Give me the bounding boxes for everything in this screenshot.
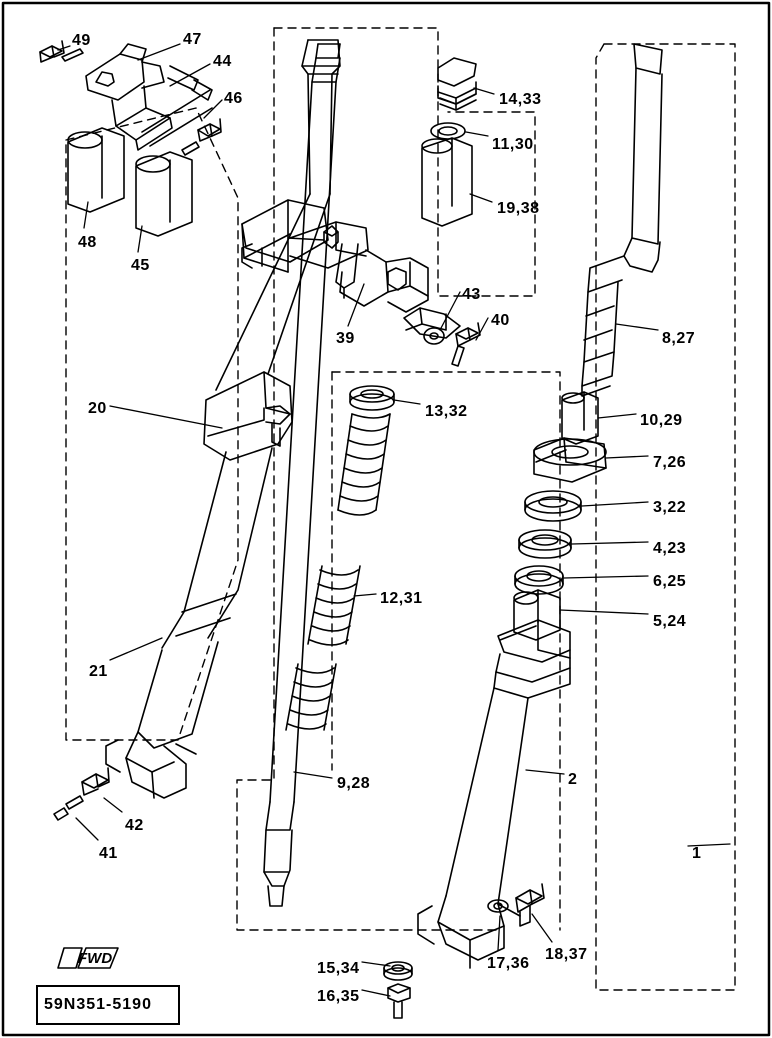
callout-7-26: 7,26: [653, 454, 687, 471]
callout-48: 48: [78, 234, 97, 251]
callout-39: 39: [336, 330, 355, 347]
part-9-28-spring-lower: [286, 664, 336, 730]
callout-47: 47: [183, 31, 202, 48]
callout-20: 20: [88, 400, 107, 417]
group-outline-center: [237, 28, 560, 930]
group-outline-left: [66, 108, 238, 740]
callout-11-30: 11,30: [492, 136, 534, 153]
callout-17-36: 17,36: [487, 955, 530, 972]
callout-6-25: 6,25: [653, 573, 687, 590]
part-46-bolt: [182, 119, 221, 155]
part-11-30-oring: [431, 123, 465, 139]
callout-19-38: 19,38: [497, 200, 540, 217]
callout-16-35: 16,35: [317, 988, 360, 1005]
callout-5-24: 5,24: [653, 613, 687, 630]
part-19-38-spacer: [422, 138, 472, 226]
callout-44: 44: [213, 53, 232, 70]
part-14-33-cap-bolt: [438, 58, 476, 110]
part-15-34-16-35-bolt: [384, 962, 412, 1018]
part-39-steering-crown: [242, 200, 428, 312]
callout-4-23: 4,23: [653, 540, 687, 557]
part-45-grip: [136, 152, 192, 236]
callout-49: 49: [72, 32, 91, 49]
group-outline-right: [596, 44, 735, 990]
part-3-22-washer: [525, 491, 581, 521]
part-43-40-clamp-bolt: [404, 308, 480, 366]
part-2-outer-tube: [418, 620, 570, 968]
part-13-32-washer: [350, 386, 394, 410]
callout-45: 45: [131, 257, 150, 274]
callout-8-27: 8,27: [662, 330, 696, 347]
part-48-grip: [68, 128, 124, 212]
part-10-29-bushing: [562, 392, 598, 444]
callout-10-29: 10,29: [640, 412, 683, 429]
part-9-28-inner-tube: [264, 44, 340, 906]
leader-lines: [58, 44, 730, 996]
callout-43: 43: [462, 286, 481, 303]
fwd-label: FWD: [78, 950, 113, 967]
callout-18-37: 18,37: [545, 946, 588, 963]
part-47-44-handle-bracket: [86, 44, 212, 150]
callout-1: 1: [692, 845, 702, 862]
callout-2: 2: [568, 771, 578, 788]
callout-15-34: 15,34: [317, 960, 360, 977]
part-code-text: 59N351-5190: [44, 996, 152, 1013]
callout-9-28: 9,28: [337, 775, 371, 792]
callout-41: 41: [99, 845, 118, 862]
callout-46: 46: [224, 90, 243, 107]
callout-42: 42: [125, 817, 144, 834]
callout-3-22: 3,22: [653, 499, 687, 516]
part-7-26-oil-seal: [534, 438, 606, 482]
callout-40: 40: [491, 312, 510, 329]
part-42-41-bolts: [54, 768, 109, 820]
callout-21: 21: [89, 663, 108, 680]
part-12-31-spring-upper: [338, 414, 390, 515]
callout-12-31: 12,31: [380, 590, 423, 607]
callout-14-33: 14,33: [499, 91, 542, 108]
callout-13-32: 13,32: [425, 403, 468, 420]
part-20-21-left-fork-leg: [106, 40, 340, 798]
part-4-23-washer: [519, 530, 571, 558]
part-8-27-damper-rod: [582, 44, 662, 396]
part-12-31-spring-mid: [308, 566, 360, 645]
